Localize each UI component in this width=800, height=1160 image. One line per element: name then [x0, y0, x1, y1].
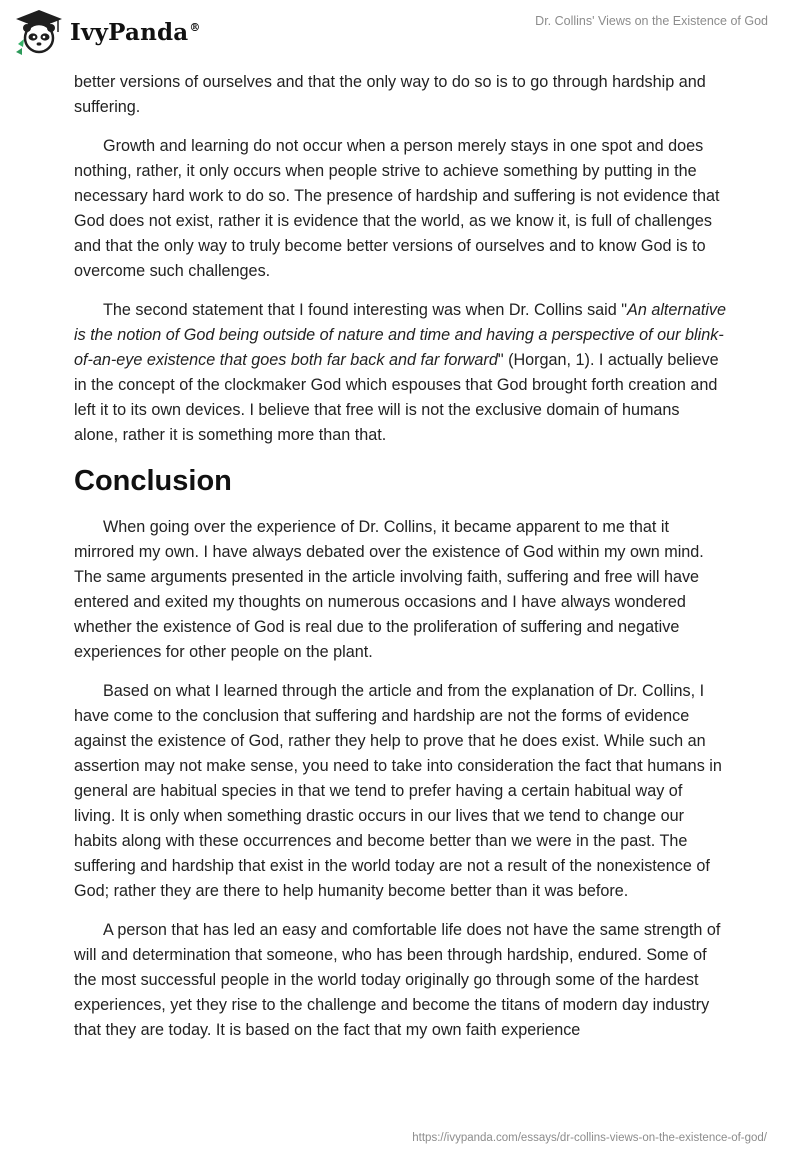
document-title: Dr. Collins' Views on the Existence of God [535, 14, 768, 28]
registered-mark: ® [189, 20, 201, 34]
paragraph-growth: Growth and learning do not occur when a person merely stays in one spot and does nothing, rather, it only occurs when people strive to achieve something by putting in the necessary hard work to do so. The presence of hardship and suffering is not evidence that God does not exist, rather it is evidence that the world, as we know it, is full of challenges and that the only way to truly become better versions of ourselves and to know God is to overcome such challenges. [74, 137, 720, 280]
essay-body [74, 70, 726, 1057]
paragraph-continuation: better versions of ourselves and that the only way to do so is to go through hardship and suffering. [74, 73, 706, 116]
quote-followup: " (Horgan, 1). I actually believe in the concept of the clockmaker God which espouses that God brought forth creation and left it to its own devices. I believe that free will is not the exclusive domain of humans alone, rather it is something more than that. [74, 351, 719, 444]
collins-quote: An alternative is the notion of God being outside of nature and time and having a perspective of our blink-of-an-eye existence that goes both far back and far forward [74, 301, 727, 369]
page-header [0, 0, 800, 64]
conclusion-heading: Conclusion [74, 465, 232, 497]
logo-text: IvyPanda® [70, 18, 201, 46]
paragraph-conclusion-3: A person that has led an easy and comfortable life does not have the same strength of will and determination that someone, who has been through hardship, endured. Some of the most successful people in the world today originally go through some of the hardest experiences, yet they rise to the challenge and become the titans of modern day industry that they are today. It is based on the fact that my own faith experience [74, 921, 721, 1039]
paragraph-conclusion-1: When going over the experience of Dr. Collins, it became apparent to me that it mirrored my own. I have always debated over the existence of God within my own mind. The same arguments presented in the article involving faith, suffering and free will have entered and exited my thoughts on numerous occasions and I have always wondered whether the existence of God is real due to the proliferation of suffering and negative experiences for other people on the plant. [74, 518, 704, 661]
source-url-link[interactable]: https://ivypanda.com/essays/dr-collins-views-on-the-existence-of-god/ [412, 1132, 767, 1144]
panda-graduate-icon [14, 8, 64, 56]
quote-intro: The second statement that I found interesting was when Dr. Collins said " [103, 301, 628, 319]
paragraph-second-statement [74, 298, 726, 448]
ivypanda-logo[interactable] [14, 6, 201, 58]
paragraph-conclusion-2: Based on what I learned through the article and from the explanation of Dr. Collins, I have come to the conclusion that suffering and hardship are not the forms of evidence against the existence of God, rather they help to prove that he does exist. While such an assertion may not make sense, you need to take into consideration the fact that humans in general are habitual species in that we tend to prefer having a certain habitual way of living. It is only when something drastic occurs in our lives that we tend to change our habits along with these occurrences and become better than we were in the past. The suffering and hardship that exist in the world today are not a result of the nonexistence of God; rather they are there to help humanity become better than it was before. [74, 682, 722, 900]
